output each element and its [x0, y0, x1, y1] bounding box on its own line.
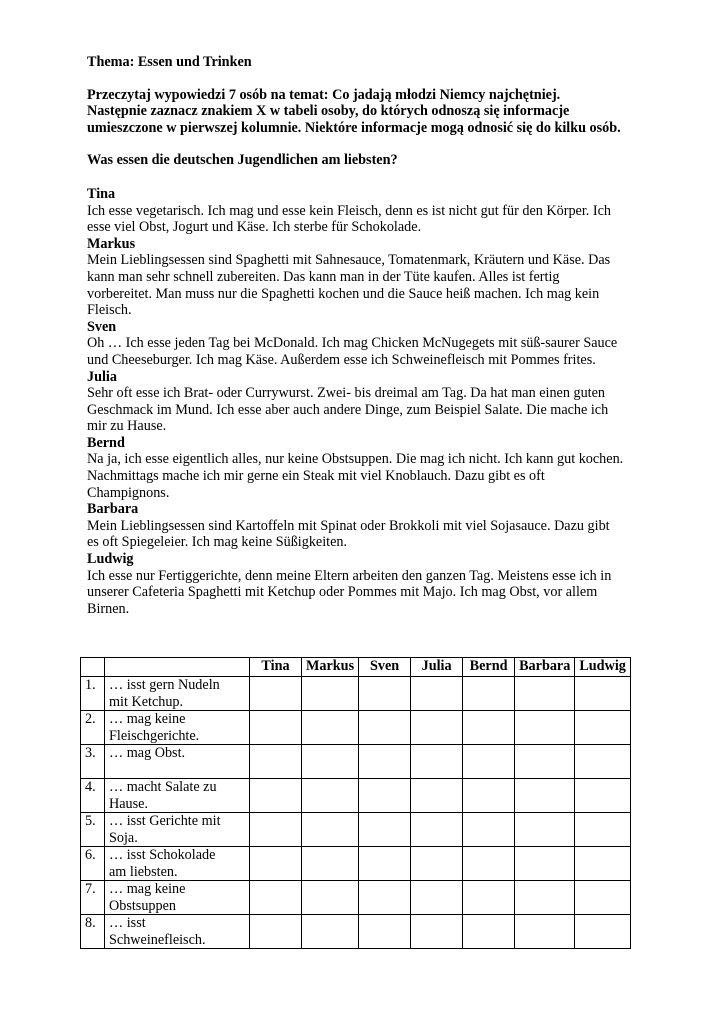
answer-cell-tina[interactable] [250, 881, 302, 915]
person-block [87, 551, 647, 617]
person-name: Markus [87, 235, 136, 252]
answer-cell-sven[interactable] [359, 813, 411, 847]
statement-cell [105, 813, 250, 847]
statement-cell [105, 711, 250, 745]
row-number: 2. [81, 711, 105, 745]
answer-cell-markus[interactable] [302, 915, 359, 949]
table-header-row [81, 658, 631, 677]
statement-cell [105, 677, 250, 711]
person-name: Sven [87, 318, 117, 335]
answer-cell-sven[interactable] [359, 711, 411, 745]
answer-cell-bernd[interactable] [463, 813, 515, 847]
instruction-text: Następnie zaznacz znakiem X w tabeli osoby, do których odnoszą się informacje [87, 103, 570, 120]
table-body [81, 677, 631, 949]
answer-cell-ludwig[interactable] [575, 745, 631, 779]
header-empty-num [81, 658, 105, 677]
answer-cell-sven[interactable] [359, 677, 411, 711]
header-barbara: Barbara [515, 658, 575, 677]
answer-cell-bernd[interactable] [463, 915, 515, 949]
answer-cell-ludwig[interactable] [575, 915, 631, 949]
instruction-line [87, 120, 647, 137]
answer-cell-bernd[interactable] [463, 745, 515, 779]
answer-cell-bernd[interactable] [463, 881, 515, 915]
instruction-text: umieszczone w pierwszej kolumnie. Niektóre informacje mogą odnosić się do kilku osób. [87, 119, 621, 136]
answer-cell-barbara[interactable] [515, 813, 575, 847]
answer-cell-tina[interactable] [250, 745, 302, 779]
statement-line: … isst [109, 915, 146, 931]
answer-cell-bernd[interactable] [463, 847, 515, 881]
statement-cell [105, 779, 250, 813]
person-text-line: Na ja, ich esse eigentlich alles, nur keine Obstsuppen. Die mag ich nicht. Ich kann gut kochen. [87, 451, 624, 468]
answer-cell-julia[interactable] [411, 881, 463, 915]
answer-cell-tina[interactable] [250, 847, 302, 881]
answer-cell-sven[interactable] [359, 847, 411, 881]
person-text-line: es oft Spiegeleier. Ich mag keine Süßigkeiten. [87, 534, 348, 551]
answer-cell-sven[interactable] [359, 881, 411, 915]
instruction-text: Przeczytaj wypowiedzi 7 osób na temat: Co jadają młodzi Niemcy najchętniej. [87, 86, 561, 103]
statement-line: Fleischgerichte. [109, 727, 200, 744]
row-number: 4. [81, 779, 105, 813]
answer-cell-barbara[interactable] [515, 915, 575, 949]
header-ludwig: Ludwig [575, 658, 631, 677]
statement-line: … mag keine [109, 711, 186, 727]
person-text-line: Nachmittags mache ich mir gerne ein Steak mit viel Knoblauch. Dazu gibt es oft [87, 468, 545, 485]
person-text-line: Ich esse nur Fertiggerichte, denn meine Eltern arbeiten den ganzen Tag. Meistens esse ich in [87, 567, 612, 584]
table-row [81, 881, 631, 915]
answer-cell-markus[interactable] [302, 745, 359, 779]
answer-cell-barbara[interactable] [515, 711, 575, 745]
person-block [87, 369, 647, 435]
person-text-line: vorbereitet. Man muss nur die Spaghetti kochen und die Sauce heiß machen. Ich mag kein [87, 285, 600, 302]
row-number: 8. [81, 915, 105, 949]
statement-line: am liebsten. [109, 863, 178, 880]
instruction-line [87, 87, 647, 104]
header-empty-statement [105, 658, 250, 677]
worksheet [87, 50, 647, 617]
person-text-line: Geschmack im Mund. Ich esse aber auch andere Dinge, zum Beispiel Salate. Die mache ich [87, 401, 609, 418]
answer-cell-julia[interactable] [411, 847, 463, 881]
statement-line: … mag Obst. [109, 745, 186, 761]
answer-cell-tina[interactable] [250, 915, 302, 949]
answer-cell-markus[interactable] [302, 711, 359, 745]
person-text-line: esse viel Obst, Jogurt und Käse. Ich sterbe für Schokolade. [87, 219, 422, 236]
person-block [87, 319, 647, 369]
answer-cell-bernd[interactable] [463, 677, 515, 711]
answer-cell-sven[interactable] [359, 745, 411, 779]
answer-cell-markus[interactable] [302, 847, 359, 881]
answer-cell-julia[interactable] [411, 745, 463, 779]
answer-cell-barbara[interactable] [515, 779, 575, 813]
answer-cell-markus[interactable] [302, 779, 359, 813]
table-row [81, 745, 631, 779]
statement-line: … isst Schokolade [109, 847, 216, 863]
statement-line: … macht Salate zu [109, 779, 217, 795]
answer-cell-barbara[interactable] [515, 881, 575, 915]
instruction-line [87, 103, 647, 120]
answer-cell-julia[interactable] [411, 813, 463, 847]
answer-cell-markus[interactable] [302, 881, 359, 915]
answer-cell-bernd[interactable] [463, 779, 515, 813]
statement-line: Soja. [109, 829, 138, 846]
answer-cell-bernd[interactable] [463, 711, 515, 745]
person-name: Ludwig [87, 551, 134, 568]
person-text-line: Sehr oft esse ich Brat- oder Currywurst. Zwei- bis dreimal am Tag. Da hat man einen guten [87, 385, 606, 402]
header-sven: Sven [359, 658, 411, 677]
answer-cell-julia[interactable] [411, 677, 463, 711]
person-text-line: kann man sehr schnell zubereiten. Das kann man in der Tüte kaufen. Alles ist fertig [87, 268, 560, 285]
person-text-line: Champignons. [87, 484, 170, 501]
answer-cell-ludwig[interactable] [575, 711, 631, 745]
answer-cell-julia[interactable] [411, 915, 463, 949]
answer-cell-markus[interactable] [302, 677, 359, 711]
answer-cell-ludwig[interactable] [575, 813, 631, 847]
answer-cell-tina[interactable] [250, 813, 302, 847]
person-name: Tina [87, 185, 116, 202]
header-julia: Julia [411, 658, 463, 677]
person-text-line: Ich esse vegetarisch. Ich mag und esse kein Fleisch, denn es ist nicht gut für den Körper. Ich [87, 202, 611, 219]
statement-line: Schweinefleisch. [109, 931, 206, 948]
statement-line [109, 762, 245, 779]
answer-cell-sven[interactable] [359, 779, 411, 813]
row-number: 6. [81, 847, 105, 881]
row-number: 1. [81, 677, 105, 711]
person-text-line: Fleisch. [87, 302, 132, 319]
table-row [81, 711, 631, 745]
person-block [87, 435, 647, 501]
person-name: Bernd [87, 434, 125, 451]
table-row [81, 779, 631, 813]
answer-cell-ludwig[interactable] [575, 847, 631, 881]
statement-cell [105, 881, 250, 915]
answer-cell-barbara[interactable] [515, 677, 575, 711]
header-bernd: Bernd [463, 658, 515, 677]
statement-cell [105, 847, 250, 881]
answer-cell-julia[interactable] [411, 711, 463, 745]
row-number: 3. [81, 745, 105, 779]
persons-section [87, 186, 647, 617]
statement-line: Hause. [109, 795, 149, 812]
instructions [87, 87, 647, 137]
person-text-line: Oh … Ich esse jeden Tag bei McDonald. Ich mag Chicken McNugegets mit süß-saurer Sauce [87, 335, 618, 352]
person-text-line: und Cheeseburger. Ich mag Käse. Außerdem esse ich Schweinefleisch mit Pommes frites. [87, 351, 596, 368]
person-name: Barbara [87, 501, 139, 518]
person-block [87, 501, 647, 551]
statement-cell [105, 915, 250, 949]
table-row [81, 847, 631, 881]
answer-cell-sven[interactable] [359, 915, 411, 949]
person-text-line: mir zu Hause. [87, 418, 167, 435]
statement-line: Obstsuppen [109, 897, 176, 914]
question-heading: Was essen die deutschen Jugendlichen am liebsten? [87, 152, 398, 169]
statement-line: … isst gern Nudeln [109, 677, 220, 693]
table-row [81, 677, 631, 711]
table-row [81, 813, 631, 847]
answer-cell-ludwig[interactable] [575, 677, 631, 711]
table-row [81, 915, 631, 949]
answer-cell-ludwig[interactable] [575, 779, 631, 813]
answer-cell-tina[interactable] [250, 677, 302, 711]
person-text-line: unserer Cafeteria Spaghetti mit Ketchup oder Pommes mit Majo. Ich mag Obst, vor allem [87, 584, 598, 601]
header-tina: Tina [250, 658, 302, 677]
answer-cell-markus[interactable] [302, 813, 359, 847]
answer-cell-barbara[interactable] [515, 847, 575, 881]
answer-table [80, 657, 631, 949]
answer-cell-tina[interactable] [250, 779, 302, 813]
answer-cell-julia[interactable] [411, 779, 463, 813]
answer-cell-tina[interactable] [250, 711, 302, 745]
statement-line: … mag keine [109, 881, 186, 897]
person-text-line: Mein Lieblingsessen sind Kartoffeln mit Spinat oder Brokkoli mit viel Sojasauce. Dazu gibt [87, 517, 610, 534]
statement-line: mit Ketchup. [109, 693, 184, 710]
row-number: 5. [81, 813, 105, 847]
person-text-line: Birnen. [87, 600, 130, 617]
person-block [87, 236, 647, 319]
answer-cell-barbara[interactable] [515, 745, 575, 779]
answer-cell-ludwig[interactable] [575, 881, 631, 915]
statement-line: … isst Gerichte mit [109, 813, 221, 829]
person-text-line: Mein Lieblingsessen sind Spaghetti mit Sahnesauce, Tomatenmark, Kräutern und Käse. Das [87, 252, 611, 269]
header-markus: Markus [302, 658, 359, 677]
page-title: Thema: Essen und Trinken [87, 54, 252, 70]
row-number: 7. [81, 881, 105, 915]
statement-cell [105, 745, 250, 779]
person-block [87, 186, 647, 236]
person-name: Julia [87, 368, 117, 385]
